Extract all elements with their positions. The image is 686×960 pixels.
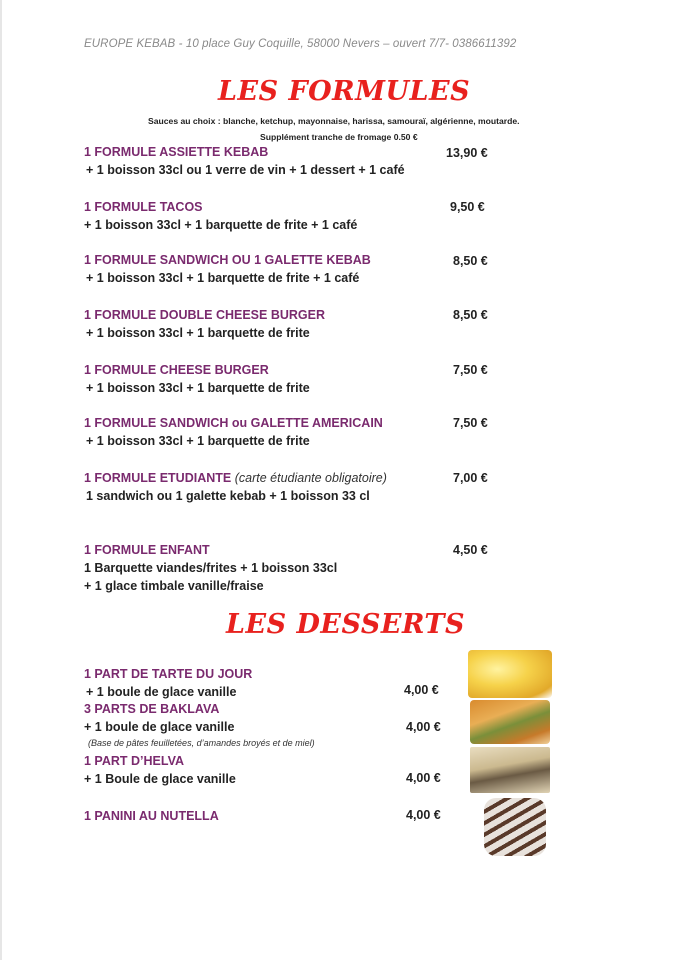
formule-price: 4,50 € — [453, 543, 488, 557]
dessert-price: 4,00 € — [404, 683, 439, 697]
dessert-line: + 1 boule de glace vanille — [86, 685, 237, 699]
formule-line: + 1 boisson 33cl + 1 barquette de frite + 1 café — [86, 271, 360, 285]
dessert-name: 3 PARTS DE BAKLAVA — [84, 702, 220, 716]
formule-line: + 1 glace timbale vanille/fraise — [84, 579, 264, 593]
dessert-line: + 1 boule de glace vanille — [84, 720, 235, 734]
formule-price: 7,50 € — [453, 416, 488, 430]
dessert-name: 1 PART DE TARTE DU JOUR — [84, 667, 253, 681]
formule-name: 1 FORMULE ENFANT — [84, 543, 210, 557]
formule-item — [84, 143, 504, 179]
formule-item — [84, 306, 504, 342]
dessert-price: 4,00 € — [406, 720, 441, 734]
supplement-info: Supplément tranche de fromage 0.50 € — [260, 132, 418, 142]
panini-image — [484, 798, 546, 856]
formule-note: (carte étudiante obligatoire) — [234, 471, 387, 485]
formule-name-text: 1 FORMULE ETUDIANTE — [84, 471, 232, 485]
formule-name: 1 FORMULE CHEESE BURGER — [84, 363, 269, 377]
formule-name: 1 FORMULE SANDWICH OU 1 GALETTE KEBAB — [84, 253, 371, 267]
formule-item — [84, 541, 504, 595]
dessert-item — [84, 752, 504, 788]
tarte-image — [468, 650, 552, 698]
formule-item — [84, 414, 504, 450]
formule-price: 8,50 € — [453, 254, 488, 268]
formule-price: 8,50 € — [453, 308, 488, 322]
dessert-price: 4,00 € — [406, 808, 441, 822]
baklava-image — [470, 700, 550, 744]
formule-name: 1 FORMULE ASSIETTE KEBAB — [84, 145, 269, 159]
formule-name: 1 FORMULE SANDWICH ou GALETTE AMERICAIN — [84, 416, 383, 430]
restaurant-header: EUROPE KEBAB - 10 place Guy Coquille, 58000 Nevers – ouvert 7/7- 0386611392 — [84, 38, 517, 50]
dessert-item — [84, 665, 504, 701]
dessert-name: 1 PANINI AU NUTELLA — [84, 809, 219, 823]
formule-price: 7,00 € — [453, 471, 488, 485]
formule-price: 9,50 € — [450, 200, 485, 214]
formule-item — [84, 361, 504, 397]
sauces-info: Sauces au choix : blanche, ketchup, mayonnaise, harissa, samouraï, algérienne, moutarde. — [148, 116, 520, 126]
formule-line: + 1 boisson 33cl + 1 barquette de frite + 1 café — [84, 218, 358, 232]
formule-line: + 1 boisson 33cl + 1 barquette de frite — [86, 381, 310, 395]
dessert-price: 4,00 € — [406, 771, 441, 785]
formule-price: 7,50 € — [453, 363, 488, 377]
formule-name: 1 FORMULE TACOS — [84, 200, 203, 214]
desserts-title: LES DESSERTS — [226, 609, 465, 640]
formule-line: + 1 boisson 33cl + 1 barquette de frite — [86, 434, 310, 448]
dessert-item — [84, 700, 504, 750]
formule-line: 1 Barquette viandes/frites + 1 boisson 33cl — [84, 561, 338, 575]
formule-line: + 1 boisson 33cl + 1 barquette de frite — [86, 326, 310, 340]
helva-image — [470, 747, 550, 793]
formule-name — [84, 469, 504, 487]
dessert-item — [84, 807, 504, 825]
dessert-name: 1 PART D’HELVA — [84, 754, 185, 768]
formule-name: 1 FORMULE DOUBLE CHEESE BURGER — [84, 308, 325, 322]
formule-item — [84, 251, 504, 287]
formule-item — [84, 469, 504, 505]
page-edge — [0, 0, 2, 960]
dessert-note: (Base de pâtes feuilletées, d’amandes broyés et de miel) — [88, 738, 315, 748]
formules-title: LES FORMULES — [218, 76, 471, 107]
formule-price: 13,90 € — [446, 146, 488, 160]
dessert-line: + 1 Boule de glace vanille — [84, 772, 236, 786]
formule-line: 1 sandwich ou 1 galette kebab + 1 boisson 33 cl — [86, 489, 370, 503]
formule-line: + 1 boisson 33cl ou 1 verre de vin + 1 dessert + 1 café — [86, 163, 405, 177]
formule-item — [84, 198, 504, 234]
